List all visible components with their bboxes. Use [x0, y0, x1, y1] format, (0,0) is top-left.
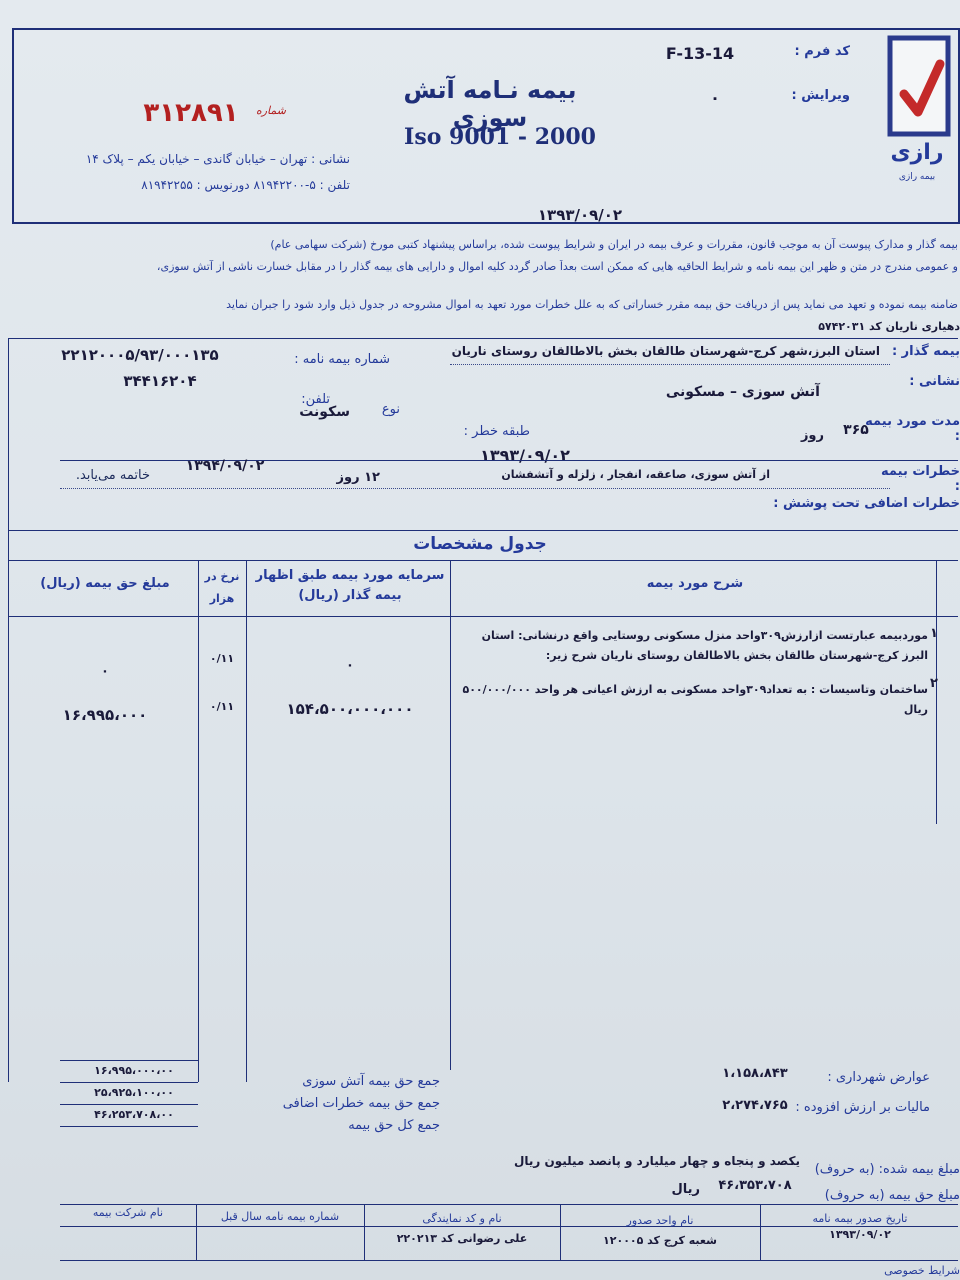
footer-issue-date: ۱۳۹۳/۰۹/۰۲ — [829, 1228, 891, 1241]
fields-top-border — [8, 338, 958, 339]
municipal-label: عوارض شهرداری : — [827, 1070, 930, 1085]
insured-words-label: مبلغ بیمه شده: (به حروف) — [814, 1162, 960, 1177]
footer-col-3 — [560, 1204, 561, 1260]
header-capital: سرمایه مورد بیمه طبق اظهار بیمه گذار (ریال) — [255, 568, 445, 603]
coverage-label: خطرات بیمه : — [881, 464, 960, 494]
footer-col-2 — [364, 1204, 365, 1260]
col-border-2 — [246, 560, 247, 1082]
fire-premium-label: جمع حق بیمه آتش سوزی — [302, 1074, 440, 1089]
premium-words-label: مبلغ حق بیمه (به حروف) — [824, 1188, 960, 1203]
col-border-1 — [198, 560, 199, 1082]
fire-premium-total: ۱۶،۹۹۵،۰۰۰،۰۰ — [94, 1064, 174, 1077]
coverage-detail: ۱۲ روز — [336, 470, 380, 485]
table-header-bottom — [8, 616, 958, 617]
totals-line-3 — [60, 1104, 198, 1105]
footer-issue-label: تاریخ صدور بیمه نامه — [812, 1212, 908, 1225]
header-rate: نرخ در هزار — [204, 570, 240, 605]
footer-agent-value: علی رضوانی کد ۲۲۰۲۱۳ — [396, 1232, 528, 1245]
vat-label: مالیات بر ارزش افزوده : — [795, 1100, 930, 1115]
header-premium: مبلغ حق بیمه (ریال) — [40, 576, 170, 591]
insured-words-value: یکصد و پنجاه و چهار میلیارد و پانصد میلیون ریال — [513, 1154, 800, 1168]
type-label: نوع — [381, 402, 400, 417]
row2-desc: ساختمان وتاسیسات : به تعداد۳۰۹واحد مسکونی به ارزش اعیانی هر واحد ۵۰۰/۰۰۰/۰۰۰ ریال — [462, 683, 928, 716]
insured-value: استان البرز،شهر کرج-شهرستان طالقان بخش بالاطالقان روستای ناریان — [451, 344, 880, 358]
period-label: مدت مورد بیمه : — [865, 414, 960, 444]
risk-date: ۱۳۹۳/۰۹/۰۲ — [480, 446, 570, 465]
page-title: بیمه نـامه آتش سوزی — [403, 76, 577, 132]
row1-no: ۱ — [930, 626, 938, 641]
municipal-value: ۱،۱۵۸،۸۴۳ — [722, 1066, 788, 1081]
extra-coverage-label: خطرات اضافی تحت پوشش : — [773, 496, 960, 511]
checkmark-logo-icon — [880, 32, 954, 212]
grand-total: ۴۶،۲۵۳،۷۰۸،۰۰ — [94, 1108, 174, 1121]
intro-date: ۱۳۹۳/۰۹/۰۲ — [537, 206, 623, 224]
row1-rate: ۰/۱۱ — [209, 652, 235, 665]
logo-subtitle: بیمه رازی — [898, 172, 936, 182]
address-label: نشانی : — [909, 374, 960, 389]
footer-prev-label: شماره بیمه نامه سال قبل — [220, 1210, 340, 1223]
footer-mid — [60, 1226, 958, 1227]
insured-label: بیمه گذار : — [891, 344, 960, 359]
col-border-3 — [450, 560, 451, 1070]
phone-label: تلفن: — [301, 392, 330, 407]
phone-value: ۳۴۴۱۶۲۰۴ — [123, 372, 197, 390]
fields-left-border — [8, 338, 9, 1082]
coverage-value: از آتش سوزی، صاعقه، انفجار ، زلزله و آتشفشان — [501, 468, 770, 481]
footer-bottom — [60, 1260, 958, 1261]
risk-label: طبقه خطر : — [463, 424, 530, 439]
insured-dotline — [450, 364, 890, 365]
policy-no-label: شماره بیمه نامه : — [294, 352, 390, 367]
intro-line-2: و عمومی مندرج در متن و ظهر این بیمه نامه و شرایط الحاقیه هایی که ممکن است بعداً صادر گردد کلیه اموال و دارایی های بیمه گذار را در مقابل خسارت ناشی از آتش سوزی، — [156, 260, 958, 273]
period-unit: روز — [800, 428, 824, 443]
footer-col-1 — [196, 1204, 197, 1260]
footer-company-label: نام شرکت بیمه — [92, 1206, 164, 1219]
end-date: ۱۳۹۴/۰۹/۰۲ — [185, 458, 265, 474]
version-value: ۰ — [710, 88, 720, 107]
serial-number: ۳۱۲۸۹۱ — [143, 98, 239, 128]
header-phone: تلفن : ۵-۸۱۹۴۲۲۰۰ دورنویس : ۸۱۹۴۲۲۵۵ — [141, 178, 350, 192]
version-label: ویرایش : — [791, 88, 850, 103]
col-border-4 — [936, 560, 937, 824]
footer-unit-label: نام واحد صدور — [626, 1214, 694, 1227]
grand-total-label: جمع کل حق بیمه — [348, 1118, 440, 1133]
header-desc: شرح مورد بیمه — [646, 576, 744, 591]
totals-line-2 — [60, 1082, 198, 1083]
vat-value: ۲،۲۷۴،۷۶۵ — [722, 1098, 788, 1113]
footer-col-4 — [760, 1204, 761, 1260]
iso-label: Iso 9001 - 2000 — [404, 124, 596, 150]
intro-line-3: ضامنه بیمه نموده و تعهد می نماید پس از دریافت حق بیمه مقرر خساراتی که به علل خطرات مورد تعهد به اموال مشروحه در جدول ذیل وارد شود را جبران نماید — [226, 298, 958, 311]
table-header-top — [8, 560, 958, 561]
row2-no: ۲ — [930, 676, 938, 691]
footer-agent-label: نام و کد نمایندگی — [422, 1212, 502, 1225]
fields-divider-2 — [8, 530, 958, 531]
end-label: خاتمه می‌یابد. — [75, 468, 150, 483]
header-address: نشانی : تهران – خیابان گاندی – خیابان یکم – پلاک ۱۴ — [85, 152, 350, 166]
row2-rate: ۰/۱۱ — [209, 700, 235, 713]
intro-line-1: بیمه گذار و مدارک پیوست آن به موجب قانون، مقررات و عرف بیمه در ایران و شرایط پیوست شده، براساس پیشنهاد کتبی مورخ (شرکت سهامی عام) — [270, 238, 958, 251]
serial-label: شماره — [255, 104, 286, 117]
special-conditions-label: شرایط خصوصی — [884, 1264, 960, 1277]
extra-premium-total: ۲۵،۹۲۵،۱۰۰،۰۰ — [94, 1086, 174, 1099]
logo-name: رازی — [890, 140, 944, 165]
period-value: ۳۶۵ — [843, 422, 869, 438]
totals-line-1 — [60, 1060, 198, 1061]
premium-unit: ریال — [671, 1182, 700, 1197]
row1-desc: موردبیمه عبارتست ازارزش۳۰۹واحد منزل مسکونی روستایی واقع درنشانی: استان البرز کرج-شهرستان طالقان بخش بالاطالقان روستای ناریان شرح زیر: — [481, 629, 928, 662]
company-logo — [880, 32, 954, 212]
extra-premium-label: جمع حق بیمه خطرات اضافی — [282, 1096, 440, 1111]
row1-premium: ۰ — [101, 664, 109, 679]
footer-top — [60, 1204, 958, 1205]
table-title: جدول مشخصات — [413, 534, 547, 554]
coverage-dotline — [60, 488, 890, 489]
form-code-label: کد فرم : — [794, 44, 850, 59]
totals-line-4 — [60, 1126, 198, 1127]
row2-capital: ۱۵۴،۵۰۰،۰۰۰،۰۰۰ — [286, 700, 414, 718]
type-value: سکونت — [299, 404, 350, 420]
form-code: F-13-14 — [665, 44, 735, 63]
footer-unit-value: شعبه کرج کد ۱۲۰۰۰۵ — [603, 1234, 717, 1247]
address-value: آتش سوزی – مسکونی — [665, 384, 820, 400]
premium-value: ۴۶،۳۵۳،۷۰۸ — [718, 1178, 792, 1193]
row2-premium: ۱۶،۹۹۵،۰۰۰ — [62, 706, 148, 724]
policy-number: ۲۲۱۲۰۰۰۵/۹۳/۰۰۰۱۳۵ — [61, 346, 219, 364]
intro-handwritten-note: دهیاری ناریان کد ۵۷۴۲۰۳۱ — [818, 320, 960, 333]
row1-capital: ۰ — [346, 658, 354, 673]
